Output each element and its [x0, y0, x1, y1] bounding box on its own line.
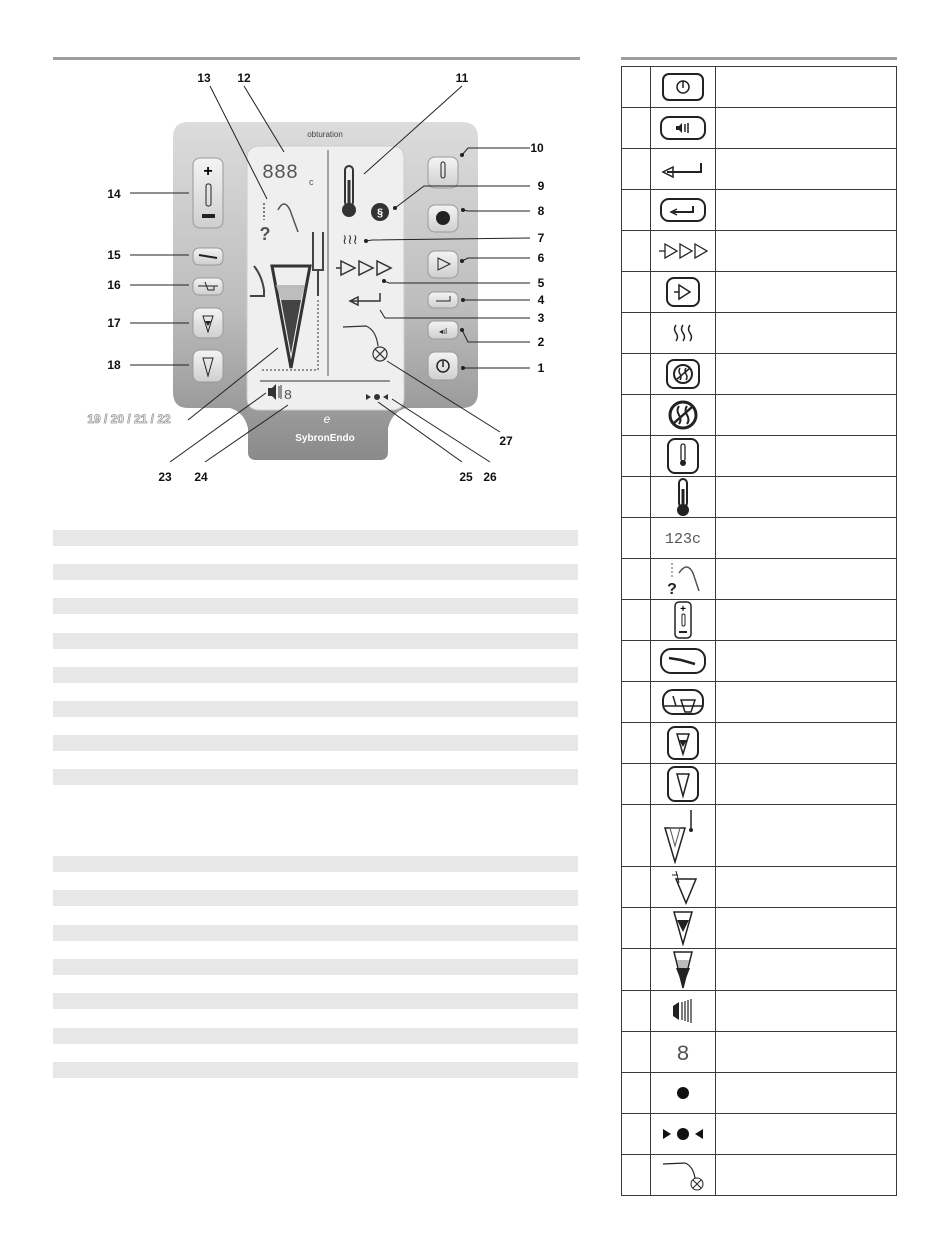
legend-number-cell: [622, 313, 651, 354]
legend-number-cell: [622, 764, 651, 805]
question-mark: ?: [259, 224, 271, 244]
advance-button[interactable]: [428, 251, 458, 278]
callout-12: 12: [237, 71, 251, 85]
legend-symbol-cell: [651, 723, 716, 764]
downpack-tool-button[interactable]: [193, 248, 223, 265]
legend-row: [622, 1032, 897, 1073]
legend-symbol-cell: [651, 991, 716, 1032]
legend-description-cell: [716, 805, 897, 867]
legend-symbol-cell: [651, 436, 716, 477]
legend-row: [622, 354, 897, 395]
placeholder-row: [53, 925, 578, 941]
advance-button-icon: [651, 276, 715, 308]
callout-14: 14: [107, 187, 121, 201]
return-arrow-icon: [651, 159, 715, 179]
legend-description-cell: [716, 395, 897, 436]
placeholder-row: [53, 1028, 578, 1044]
legend-description-cell: [716, 313, 897, 354]
legend-description-cell: [716, 1155, 897, 1196]
legend-description-cell: [716, 1073, 897, 1114]
canal-apex-button[interactable]: [193, 278, 223, 295]
cone-with-plugger-icon: [651, 808, 715, 864]
legend-row: [622, 805, 897, 867]
callout-26: 26: [483, 470, 497, 484]
legend-row: [622, 1155, 897, 1196]
arrows-dot-icon: [651, 1126, 715, 1142]
legend-number-cell: [622, 272, 651, 313]
placeholder-row: [53, 667, 578, 683]
callout-2: 2: [537, 335, 545, 349]
legend-symbol-cell: [651, 231, 716, 272]
legend-symbol-cell: [651, 1032, 716, 1073]
placeholder-row: [53, 856, 578, 872]
legend-description-cell: [716, 436, 897, 477]
legend-symbol-cell: [651, 1114, 716, 1155]
mode-label: obturation: [307, 130, 343, 139]
legend-symbol-cell: [651, 190, 716, 231]
legend-number-cell: [622, 1073, 651, 1114]
legend-number-cell: [622, 436, 651, 477]
speaker-bars-icon: [651, 997, 715, 1025]
power-button-icon: [651, 72, 715, 102]
placeholder-row: [53, 769, 578, 785]
single-digit-icon: [651, 1039, 715, 1065]
placeholder-row: [53, 735, 578, 751]
return-button[interactable]: [428, 292, 458, 308]
legend-description-cell: [716, 518, 897, 559]
placeholder-row: [53, 633, 578, 649]
legend-number-cell: [622, 231, 651, 272]
legend-symbol-cell: [651, 682, 716, 723]
legend-row: [622, 559, 897, 600]
legend-number-cell: [622, 949, 651, 991]
volume-button[interactable]: [428, 321, 458, 339]
legend-symbol-cell: [651, 67, 716, 108]
handpiece-icon: [651, 1158, 715, 1192]
empty-cone-button[interactable]: [193, 350, 223, 382]
small-digit: 8: [283, 388, 293, 404]
dot-icon: [651, 1085, 715, 1101]
legend-description-cell: [716, 723, 897, 764]
legend-number-cell: [622, 1114, 651, 1155]
legend-description-cell: [716, 559, 897, 600]
svg-text:+: +: [680, 604, 686, 615]
callout-1: 1: [537, 361, 545, 375]
symbol-legend-table: [621, 66, 897, 1196]
legend-symbol-cell: [651, 908, 716, 949]
callout-24: 24: [194, 470, 208, 484]
legend-description-cell: [716, 600, 897, 641]
legend-description-cell: [716, 1114, 897, 1155]
cone-with-canal-mark-icon: [651, 869, 715, 905]
svg-text:§: §: [376, 207, 384, 219]
brand-logo-icon: e: [323, 412, 331, 426]
legend-description-cell: [716, 272, 897, 313]
legend-symbol-cell: [651, 313, 716, 354]
legend-number-cell: [622, 477, 651, 518]
legend-row: [622, 1073, 897, 1114]
right-header-rule: [621, 57, 897, 60]
legend-number-cell: [622, 149, 651, 190]
brand-name: SybronEndo: [295, 433, 355, 444]
placeholder-row: [53, 701, 578, 717]
legend-row: [622, 867, 897, 908]
legend-description-cell: [716, 190, 897, 231]
heat-off-button[interactable]: [428, 205, 458, 232]
device-panel-diagram: [0, 0, 600, 500]
legend-description-cell: [716, 149, 897, 190]
legend-number-cell: [622, 108, 651, 149]
legend-symbol-cell: [651, 1073, 716, 1114]
legend-symbol-cell: [651, 477, 716, 518]
legend-row: [622, 682, 897, 723]
callout-13: 13: [197, 71, 211, 85]
legend-symbol-cell: [651, 354, 716, 395]
svg-text:?: ?: [667, 581, 677, 597]
legend-description-cell: [716, 354, 897, 395]
legend-symbol-cell: [651, 518, 716, 559]
legend-description-cell: [716, 991, 897, 1032]
legend-symbol-cell: [651, 395, 716, 436]
callout-9: 9: [537, 179, 545, 193]
downpack-tool-button-icon: [651, 647, 715, 675]
callout-6: 6: [537, 251, 545, 265]
thermometer-button-icon: [651, 437, 715, 475]
placeholder-row: [53, 993, 578, 1009]
thermometer-icon: [651, 477, 715, 517]
legend-description-cell: [716, 764, 897, 805]
legend-description-cell: [716, 949, 897, 991]
svg-text:123c: 123c: [664, 531, 702, 548]
callout-18: 18: [107, 358, 121, 372]
heat-waves-icon: [651, 322, 715, 344]
triple-advance-arrows-icon: [651, 240, 715, 262]
legend-row: [622, 313, 897, 354]
legend-symbol-cell: [651, 805, 716, 867]
legend-number-cell: [622, 1155, 651, 1196]
legend-number-cell: [622, 991, 651, 1032]
legend-symbol-cell: [651, 559, 716, 600]
temperature-digits-icon: [651, 528, 715, 548]
callout-17: 17: [107, 316, 121, 330]
legend-description-cell: [716, 67, 897, 108]
power-button[interactable]: [428, 352, 458, 380]
legend-row: [622, 641, 897, 682]
legend-description-cell: [716, 108, 897, 149]
legend-description-cell: [716, 867, 897, 908]
heat-off-symbol-icon: [651, 399, 715, 431]
legend-number-cell: [622, 1032, 651, 1073]
return-button-icon: [651, 197, 715, 223]
legend-row: [622, 149, 897, 190]
callout-3: 3: [537, 311, 545, 325]
callout-16: 16: [107, 278, 121, 292]
volume-button-icon: [651, 115, 715, 141]
legend-number-cell: [622, 867, 651, 908]
legend-number-cell: [622, 805, 651, 867]
placeholder-row: [53, 530, 578, 546]
placeholder-row: [53, 959, 578, 975]
callout-19-22: 19 / 20 / 21 / 22: [87, 412, 171, 426]
legend-symbol-cell: [651, 272, 716, 313]
canal-apex-button-icon: [651, 688, 715, 716]
callout-15: 15: [107, 248, 121, 262]
legend-number-cell: [622, 723, 651, 764]
legend-row: [622, 1114, 897, 1155]
lcd-digits: 888: [261, 162, 299, 185]
legend-row: [622, 436, 897, 477]
empty-cone-button-icon: [651, 765, 715, 803]
legend-symbol-cell: [651, 108, 716, 149]
legend-description-cell: [716, 477, 897, 518]
legend-row: [622, 991, 897, 1032]
legend-number-cell: [622, 641, 651, 682]
legend-description-cell: [716, 231, 897, 272]
legend-row: [622, 949, 897, 991]
legend-symbol-cell: [651, 1155, 716, 1196]
legend-row: [622, 908, 897, 949]
lcd-unit: c: [309, 177, 314, 187]
callout-8: 8: [537, 204, 545, 218]
placeholder-row: [53, 1062, 578, 1078]
callout-10: 10: [530, 141, 544, 155]
cone-large-fill-icon: [651, 950, 715, 990]
legend-row: [622, 600, 897, 641]
legend-row: [622, 272, 897, 313]
heat-off-symbol-icon: [371, 203, 389, 221]
legend-number-cell: [622, 908, 651, 949]
thermometer-button[interactable]: [428, 157, 458, 188]
placeholder-row: [53, 598, 578, 614]
legend-symbol-cell: [651, 949, 716, 991]
question-tip-icon: [651, 561, 715, 597]
legend-number-cell: [622, 395, 651, 436]
callout-25: 25: [459, 470, 473, 484]
heat-waves-icon: ≀≀≀: [342, 231, 358, 247]
heat-off-button-icon: [651, 358, 715, 390]
temperature-adjust-icon: [651, 600, 715, 640]
partial-fill-cone-button[interactable]: [193, 308, 223, 338]
legend-row: [622, 108, 897, 149]
legend-symbol-cell: [651, 764, 716, 805]
callout-27: 27: [499, 434, 513, 448]
placeholder-row: [53, 890, 578, 906]
legend-number-cell: [622, 682, 651, 723]
legend-symbol-cell: [651, 641, 716, 682]
svg-text:8: 8: [676, 1042, 690, 1065]
legend-row: [622, 231, 897, 272]
legend-row: [622, 518, 897, 559]
legend-row: [622, 67, 897, 108]
legend-number-cell: [622, 600, 651, 641]
legend-row: [622, 395, 897, 436]
callout-4: 4: [537, 293, 545, 307]
legend-number-cell: [622, 518, 651, 559]
partial-fill-cone-button-icon: [651, 725, 715, 761]
legend-row: [622, 477, 897, 518]
legend-number-cell: [622, 354, 651, 395]
legend-row: [622, 723, 897, 764]
legend-description-cell: [716, 908, 897, 949]
legend-row: [622, 764, 897, 805]
legend-symbol-cell: [651, 867, 716, 908]
legend-symbol-cell: [651, 149, 716, 190]
callout-7: 7: [537, 231, 545, 245]
placeholder-row: [53, 564, 578, 580]
legend-description-cell: [716, 641, 897, 682]
temperature-adjust-button[interactable]: [193, 158, 223, 228]
legend-number-cell: [622, 190, 651, 231]
legend-row: [622, 190, 897, 231]
legend-symbol-cell: [651, 600, 716, 641]
svg-text:+: +: [203, 163, 213, 180]
svg-text:◂ıl: ◂ıl: [438, 327, 448, 336]
legend-number-cell: [622, 67, 651, 108]
legend-description-cell: [716, 682, 897, 723]
legend-number-cell: [622, 559, 651, 600]
legend-description-cell: [716, 1032, 897, 1073]
cone-small-fill-icon: [651, 910, 715, 946]
callout-11: 11: [455, 71, 469, 85]
callout-23: 23: [158, 470, 172, 484]
callout-5: 5: [537, 276, 545, 290]
